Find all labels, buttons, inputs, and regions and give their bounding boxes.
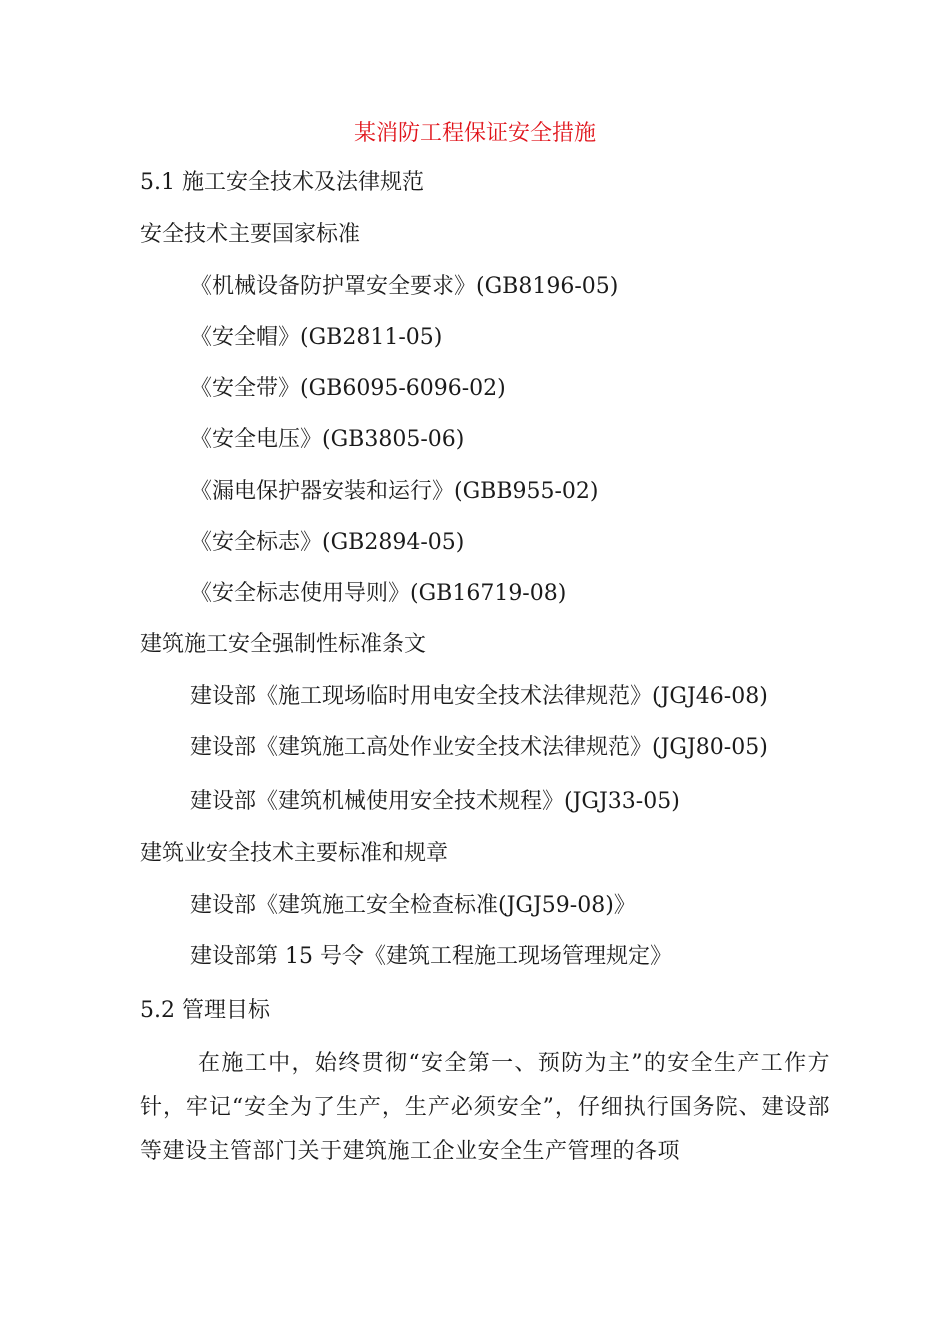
management-goal-paragraph: 在施工中，始终贯彻“安全第一、预防为主”的安全生产工作方针，牢记“安全为了生产，生产必须安全”，仔细执行国务院、建设部等建设主管部门关于建筑施工企业安全生产管理的各项 [140,1051,830,1164]
industry-standards-heading: 建筑业安全技术主要标准和规章 [140,841,449,866]
standard-item: 《机械设备防护罩安全要求》(GB8196-05) [190,274,619,299]
document-title: 某消防工程保证安全措施 [353,121,596,146]
national-standards-heading: 安全技术主要国家标准 [140,222,361,247]
standard-item: 《安全帽》(GB2811-05) [190,325,443,350]
standard-item: 建设部《建筑施工安全检查标准(JGJ59-08)》 [190,893,636,918]
standard-item: 建设部《施工现场临时用电安全技术法律规范》(JGJ46-08) [190,684,768,709]
standard-item: 建设部《建筑机械使用安全技术规程》(JGJ33-05) [190,789,680,814]
standard-item: 建设部《建筑施工高处作业安全技术法律规范》(JGJ80-05) [190,735,768,760]
standard-item: 《安全标志使用导则》(GB16719-08) [190,581,567,606]
standard-item: 《安全电压》(GB3805-06) [190,427,465,452]
mandatory-standards-heading: 建筑施工安全强制性标准条文 [140,632,427,657]
standard-item: 建设部第 15 号令《建筑工程施工现场管理规定》 [190,944,672,969]
section-5-1-heading: 5.1 施工安全技术及法律规范 [140,170,424,195]
standard-item: 《安全标志》(GB2894-05) [190,530,465,555]
standard-item: 《安全带》(GB6095-6096-02) [190,376,506,401]
section-5-2-heading: 5.2 管理目标 [140,998,270,1023]
standard-item: 《漏电保护器安装和运行》(GBB955-02) [190,479,599,504]
